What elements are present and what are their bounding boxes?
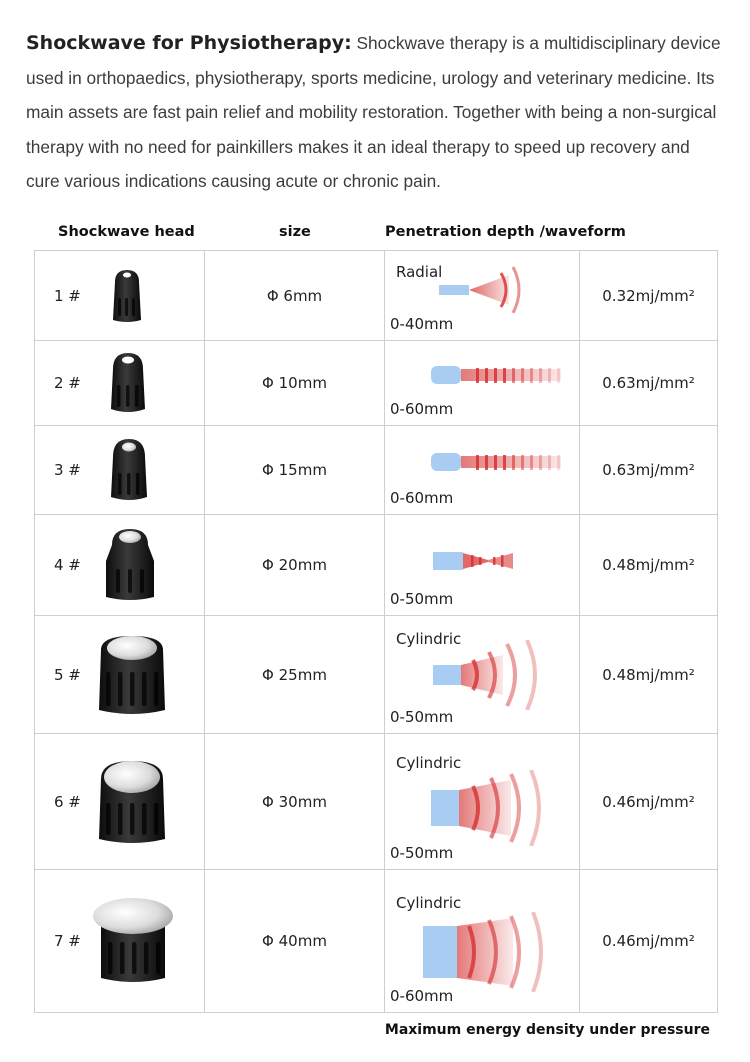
- wave-type-label: Cylindric: [396, 630, 462, 648]
- column-header-depth: Penetration depth /waveform: [385, 224, 626, 240]
- size-value: Φ 30mm: [205, 734, 385, 870]
- size-value: Φ 6mm: [205, 251, 385, 341]
- shockwave-head-image: [91, 896, 175, 986]
- focused-waveform-icon: [433, 549, 523, 573]
- table-row: [35, 251, 718, 341]
- table-row: [35, 616, 718, 734]
- size-value: Φ 15mm: [205, 426, 385, 515]
- size-value: Φ 10mm: [205, 341, 385, 426]
- shockwave-head-image: [97, 757, 167, 847]
- cylindric-waveform-icon: [431, 770, 551, 846]
- size-value: Φ 25mm: [205, 616, 385, 734]
- depth-value: 0-60mm: [390, 987, 454, 1005]
- table-row: [35, 341, 718, 426]
- depth-value: 0-50mm: [390, 844, 454, 862]
- energy-value: 0.63mj/mm²: [580, 426, 718, 515]
- intro-paragraph: [26, 26, 726, 199]
- energy-value: 0.46mj/mm²: [580, 734, 718, 870]
- table-row: [35, 734, 718, 870]
- head-number: 7 #: [54, 932, 81, 950]
- focused-waveform-icon: [431, 450, 566, 476]
- wave-type-label: Radial: [396, 263, 443, 281]
- depth-value: 0-60mm: [390, 489, 454, 507]
- energy-value: 0.46mj/mm²: [580, 870, 718, 1013]
- table-row: [35, 426, 718, 515]
- cylindric-waveform-icon: [423, 912, 558, 992]
- shockwave-head-image: [97, 632, 167, 718]
- head-number: 4 #: [54, 556, 81, 574]
- table-row: [35, 870, 718, 1013]
- cylindric-waveform-icon: [433, 640, 553, 710]
- size-value: Φ 40mm: [205, 870, 385, 1013]
- energy-value: 0.48mj/mm²: [580, 515, 718, 616]
- wave-type-label: Cylindric: [396, 894, 462, 912]
- intro-body: Shockwave therapy is a multidisciplinary device used in orthopaedics, physiotherapy, sports medicine, urology and veterinary medicine. Its main assets are fast pain relief and mobility restoration. Together with being a non-surgical therapy with no need for painkillers makes it an ideal therapy to speed up recovery and cure various indications causing acute or chronic pain.: [26, 33, 721, 191]
- focused-waveform-icon: [431, 363, 566, 389]
- head-number: 1 #: [54, 286, 81, 305]
- spec-table: [34, 250, 718, 1013]
- energy-value: 0.48mj/mm²: [580, 616, 718, 734]
- head-number: 3 #: [54, 461, 81, 479]
- column-header-size: size: [279, 224, 311, 240]
- size-value: Φ 20mm: [205, 515, 385, 616]
- shockwave-head-image: [105, 437, 153, 503]
- footnote: Maximum energy density under pressure: [384, 1022, 710, 1038]
- depth-value: 0-60mm: [390, 400, 454, 418]
- shockwave-head-image: [102, 527, 158, 603]
- shockwave-head-image: [105, 351, 151, 415]
- radial-waveform-icon: [439, 265, 529, 313]
- depth-value: 0-50mm: [390, 590, 454, 608]
- table-row: [35, 515, 718, 616]
- energy-value: 0.63mj/mm²: [580, 341, 718, 426]
- shockwave-head-image: [107, 268, 147, 324]
- intro-lead: Shockwave for Physiotherapy:: [26, 32, 352, 54]
- head-number: 2 #: [54, 374, 81, 392]
- depth-value: 0-50mm: [390, 708, 454, 726]
- wave-type-label: Cylindric: [396, 754, 462, 772]
- column-header-head: Shockwave head: [58, 224, 195, 240]
- energy-value: 0.32mj/mm²: [580, 251, 718, 341]
- head-number: 5 #: [54, 665, 81, 684]
- depth-value: 0-40mm: [390, 315, 454, 333]
- head-number: 6 #: [54, 792, 81, 811]
